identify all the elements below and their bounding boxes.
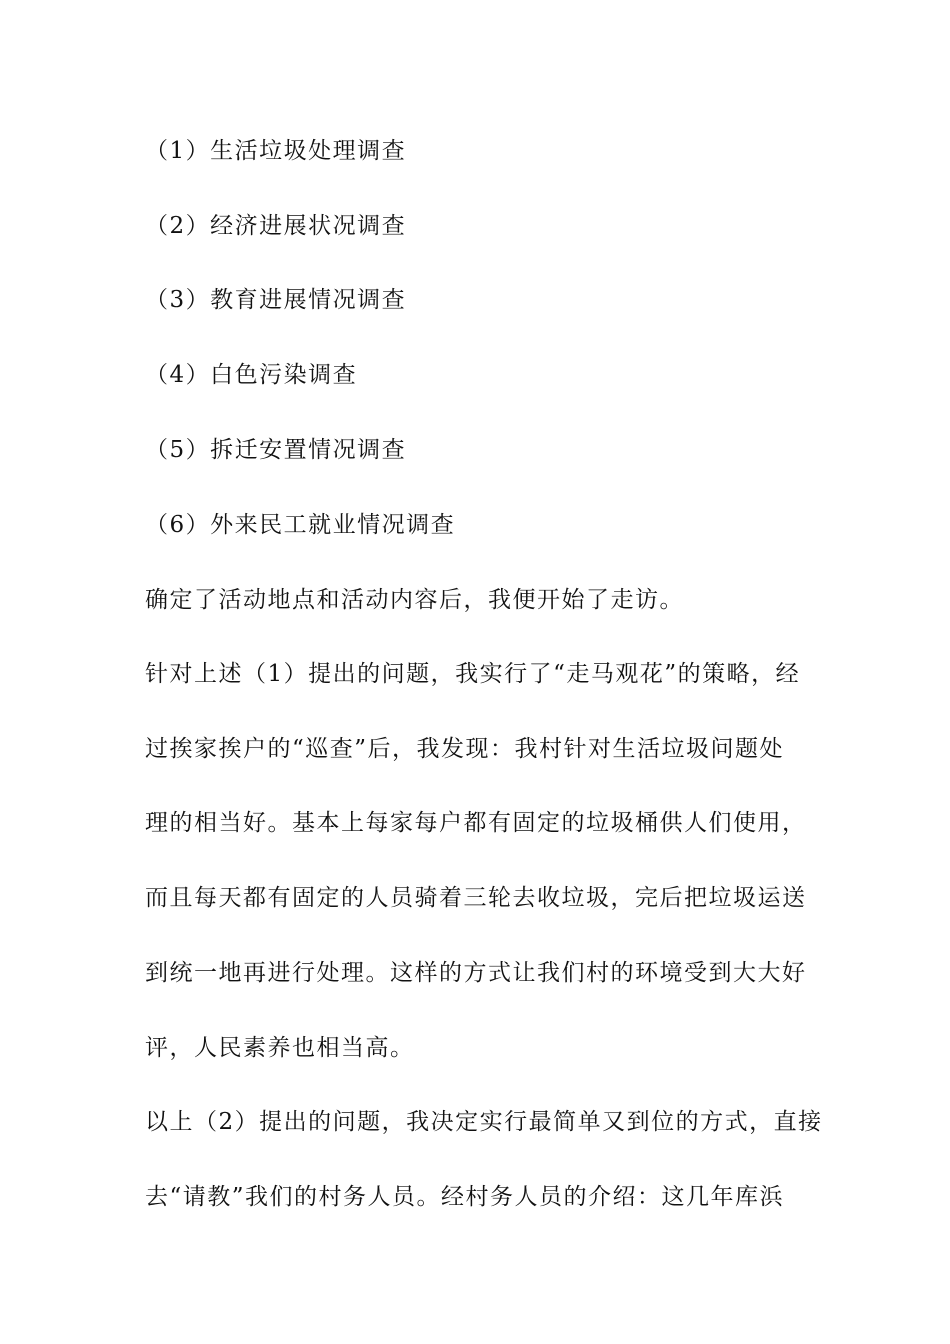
- paragraph-1: 确定了活动地点和活动内容后，我便开始了走访。: [145, 587, 684, 613]
- paragraph-3-line-1: 以上（2）提出的问题，我决定实行最简单又到位的方式，直接: [145, 1109, 823, 1135]
- paragraph-2-line-6: 评，人民素养也相当高。: [145, 1035, 415, 1061]
- list-item-6: （6）外来民工就业情况调查: [145, 512, 456, 538]
- paragraph-2-line-5: 到统一地再进行处理。这样的方式让我们村的环境受到大大好: [145, 960, 807, 986]
- paragraph-2-line-2: 过挨家挨户的“巡查”后，我发现：我村针对生活垃圾问题处: [145, 736, 785, 762]
- list-item-1: （1）生活垃圾处理调查: [145, 138, 407, 164]
- list-item-5: （5）拆迁安置情况调查: [145, 437, 407, 463]
- list-item-3: （3）教育进展情况调查: [145, 287, 407, 313]
- paragraph-2-line-3: 理的相当好。基本上每家每户都有固定的垃圾桶供人们使用，: [145, 810, 807, 836]
- paragraph-3-line-2: 去“请教”我们的村务人员。经村务人员的介绍：这几年库浜: [145, 1184, 785, 1210]
- list-item-2: （2）经济进展状况调查: [145, 213, 407, 239]
- list-item-4: （4）白色污染调查: [145, 362, 358, 388]
- paragraph-2-line-1: 针对上述（1）提出的问题，我实行了“走马观花”的策略，经: [145, 661, 801, 687]
- paragraph-2-line-4: 而且每天都有固定的人员骑着三轮去收垃圾，完后把垃圾运送: [145, 885, 807, 911]
